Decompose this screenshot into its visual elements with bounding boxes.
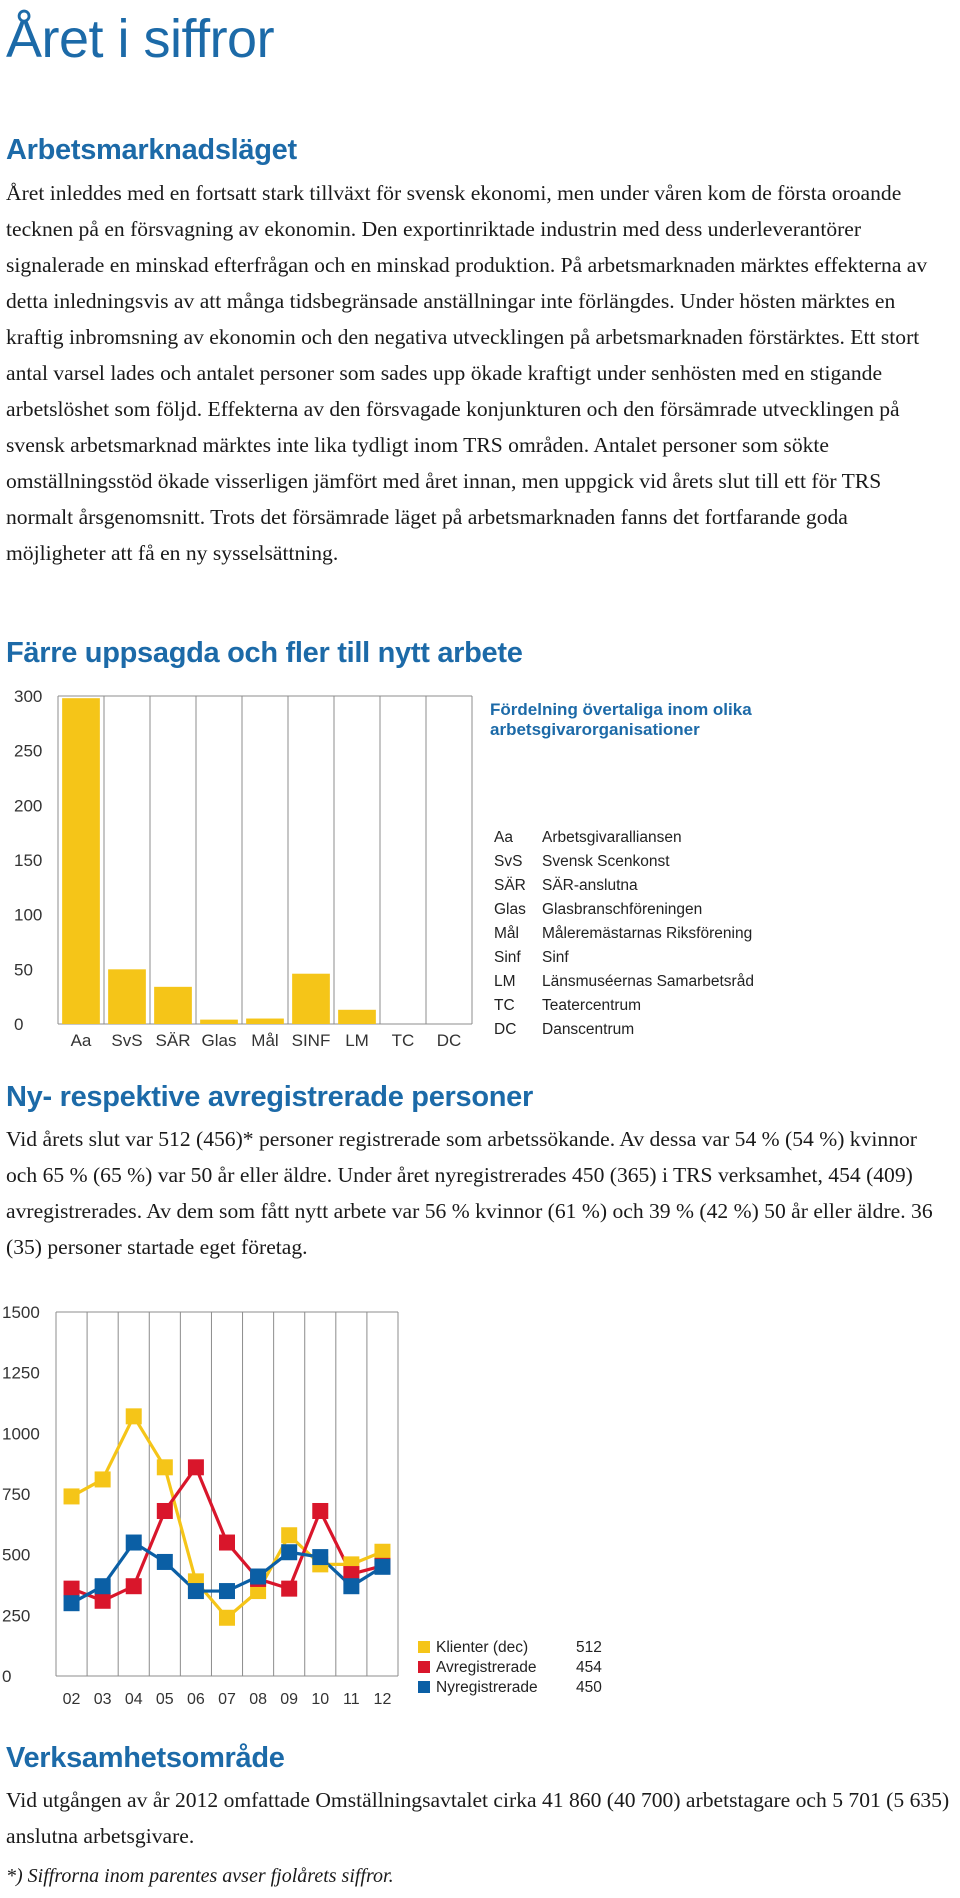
abbr-row (494, 898, 754, 922)
point-avregistrerade (219, 1535, 235, 1551)
y-tick-label: 200 (14, 796, 43, 816)
point-avregistrerade (157, 1503, 173, 1519)
abbr-name: SÄR-anslutna (542, 877, 638, 894)
point-nyregistrerade (188, 1583, 204, 1599)
line-chart (0, 1298, 420, 1718)
abbr-name: Sinf (542, 949, 569, 966)
x-tick-label: 04 (124, 1691, 143, 1708)
bar-glas (200, 1020, 238, 1024)
point-avregistrerade (64, 1581, 80, 1597)
y-tick-label: 0 (14, 1015, 24, 1034)
point-klienter-dec (374, 1544, 390, 1560)
x-tick-label: 12 (373, 1691, 392, 1708)
abbr-code: SvS (494, 853, 523, 870)
point-nyregistrerade (343, 1578, 359, 1594)
legend-label: Klienter (dec) (436, 1639, 529, 1656)
organisation-abbreviation-list (494, 826, 754, 1042)
point-klienter-dec (64, 1488, 80, 1504)
x-tick-label: SÄR (155, 1031, 191, 1050)
footnote: *) Siffrorna inom parentes avser fjolårets siffror. (6, 1865, 394, 1887)
bar-legend-title: Fördelning övertaliga inom olika arbetsgivarorganisationer (490, 700, 752, 739)
x-tick-label: 08 (249, 1691, 267, 1708)
abbr-row (494, 826, 754, 850)
point-avregistrerade (126, 1578, 142, 1594)
legend-swatch-nyregistrerade (418, 1681, 430, 1693)
legend-label: Avregistrerade (436, 1659, 537, 1676)
page-title: Året i siffror (6, 9, 275, 69)
section-heading-operations: Verksamhetsområde (6, 1742, 285, 1774)
legend-swatch-klienter (418, 1641, 430, 1653)
point-nyregistrerade (281, 1544, 297, 1560)
abbr-code: SÄR (494, 877, 526, 894)
y-tick-label: 0 (2, 1667, 12, 1686)
x-tick-label: 02 (62, 1691, 81, 1708)
abbr-code: LM (494, 973, 516, 990)
legend-value: 512 (576, 1639, 602, 1656)
section-heading-labour-market: Arbetsmarknadsläget (6, 134, 297, 166)
abbr-name: Arbetsgivaralliansen (542, 829, 682, 846)
abbr-row (494, 946, 754, 970)
y-tick-label: 750 (2, 1485, 31, 1504)
abbr-code: Glas (494, 901, 526, 918)
point-klienter-dec (157, 1459, 173, 1475)
y-tick-label: 1000 (2, 1424, 40, 1444)
section-heading-registrations: Ny- respektive avregistrerade personer (6, 1081, 533, 1113)
registrations-paragraph: Vid årets slut var 512 (456)* personer registrerade som arbetssökande. Av dessa var 54 % (54 %) kvinnor och 65 % (65 %) var 50 år eller äldre. Under året nyregistrerades 450 (365) i TRS verksamhet, 454 (409) avregistrerades. Av dem som fått nytt arbete var 56 % kvinnor (61 %) och 39 % (42 %) 50 år eller äldre. 36 (35) personer startade eget företag. (6, 1127, 933, 1259)
labour-market-paragraph: Året inleddes med en fortsatt stark tillväxt för svensk ekonomi, men under våren kom de första oroande tecknen på en försvagning av ekonomin. Den exportinriktade industrin med dess underleverantörer signalerade en minskad efterfrågan och en minskad produktion. På arbetsmarknaden märktes effekterna av detta inledningsvis av att många tidsbegränsade anställningar inte förlängdes. Under hösten märktes en kraftig inbromsning av ekonomin och den negativa utvecklingen på arbetsmarknaden förstärktes. Ett stort antal varsel lades och antalet personer som sades upp ökade kraftigt under senhösten med en stigande arbetslöshet som följd. Effekterna av den försvagade konjunkturen och den försämrade utvecklingen på svensk arbetsmarknad märktes inte lika tydligt inom TRS områden. Antalet personer som sökte omställningsstöd ökade visserligen jämfört med året innan, men uppgick vid årets slut till ett för TRS normalt årsgenomsnitt. Trots det försämrade läget på arbetsmarknaden fanns det fortfarande goda möjligheter att få en ny sysselsättning. (6, 181, 928, 565)
bar-chart (0, 680, 480, 1065)
abbr-name: Länsmuséernas Samarbetsråd (542, 973, 754, 990)
x-tick-label: Mål (251, 1031, 279, 1050)
abbr-name: Danscentrum (542, 1021, 635, 1038)
point-nyregistrerade (250, 1569, 266, 1585)
legend-item-nyregistrerade (418, 1678, 602, 1698)
section-heading-fewer-redundant: Färre uppsagda och fler till nytt arbete (6, 637, 523, 669)
abbr-name: Måleremästarnas Riksförening (542, 925, 753, 942)
legend-item-avregistrerade (418, 1658, 602, 1678)
abbr-row (494, 1018, 754, 1042)
x-tick-label: SINF (291, 1031, 331, 1050)
bar-sinf (292, 974, 330, 1024)
point-nyregistrerade (126, 1535, 142, 1551)
bar-sär (154, 987, 192, 1024)
legend-label: Nyregistrerade (436, 1679, 538, 1696)
abbr-code: Mål (494, 925, 519, 942)
point-klienter-dec (219, 1610, 235, 1626)
x-tick-label: 10 (311, 1691, 330, 1708)
y-tick-label: 50 (14, 960, 33, 980)
point-avregistrerade (312, 1503, 328, 1519)
abbr-code: DC (494, 1021, 517, 1038)
x-tick-label: Glas (201, 1031, 237, 1050)
x-tick-label: LM (345, 1031, 369, 1050)
x-tick-label: SvS (111, 1031, 143, 1050)
point-klienter-dec (126, 1408, 142, 1424)
point-nyregistrerade (64, 1595, 80, 1611)
x-tick-label: 11 (343, 1691, 360, 1708)
abbr-row (494, 994, 754, 1018)
abbr-name: Svensk Scenkonst (542, 853, 670, 870)
y-tick-label: 1250 (2, 1363, 40, 1383)
x-tick-label: 09 (280, 1691, 299, 1708)
y-tick-label: 300 (14, 687, 43, 706)
operations-paragraph: Vid utgången av år 2012 omfattade Omställningsavtalet cirka 41 860 (40 700) arbetstagare och 5 701 (5 635) anslutna arbetsgivare. (6, 1788, 950, 1848)
x-tick-label: Aa (70, 1031, 92, 1050)
abbr-row (494, 922, 754, 946)
point-klienter-dec (95, 1471, 111, 1487)
bar-svs (108, 969, 146, 1024)
point-nyregistrerade (312, 1549, 328, 1565)
line-chart-legend (418, 1638, 602, 1698)
abbr-row (494, 874, 754, 898)
abbr-code: TC (494, 997, 515, 1014)
legend-swatch-avregistrerade (418, 1661, 430, 1673)
y-tick-label: 1500 (2, 1303, 40, 1322)
point-nyregistrerade (157, 1554, 173, 1570)
abbr-code: Sinf (494, 949, 521, 966)
y-tick-label: 150 (14, 851, 43, 870)
point-avregistrerade (95, 1593, 111, 1609)
point-avregistrerade (188, 1459, 204, 1475)
abbr-name: Glasbranschföreningen (542, 901, 703, 918)
y-tick-label: 250 (14, 741, 43, 761)
y-tick-label: 500 (2, 1545, 31, 1565)
legend-value: 450 (576, 1679, 602, 1696)
point-nyregistrerade (95, 1578, 111, 1594)
y-tick-label: 100 (14, 905, 43, 925)
bar-aa (62, 698, 100, 1024)
y-tick-label: 250 (2, 1606, 31, 1626)
point-avregistrerade (281, 1581, 297, 1597)
legend-item-klienter (418, 1638, 602, 1658)
point-nyregistrerade (219, 1583, 235, 1599)
x-tick-label: 07 (218, 1691, 236, 1708)
x-tick-label: 03 (93, 1691, 112, 1708)
x-tick-label: 06 (187, 1691, 205, 1708)
abbr-code: Aa (494, 829, 513, 846)
abbr-row (494, 850, 754, 874)
bar-lm (338, 1010, 376, 1024)
point-klienter-dec (281, 1527, 297, 1543)
x-tick-label: DC (436, 1031, 462, 1050)
legend-value: 454 (576, 1659, 602, 1676)
x-tick-label: TC (391, 1031, 415, 1050)
x-tick-label: 05 (155, 1691, 174, 1708)
abbr-row (494, 970, 754, 994)
abbr-name: Teatercentrum (542, 997, 642, 1014)
bar-mål (246, 1019, 284, 1024)
point-nyregistrerade (374, 1559, 390, 1575)
